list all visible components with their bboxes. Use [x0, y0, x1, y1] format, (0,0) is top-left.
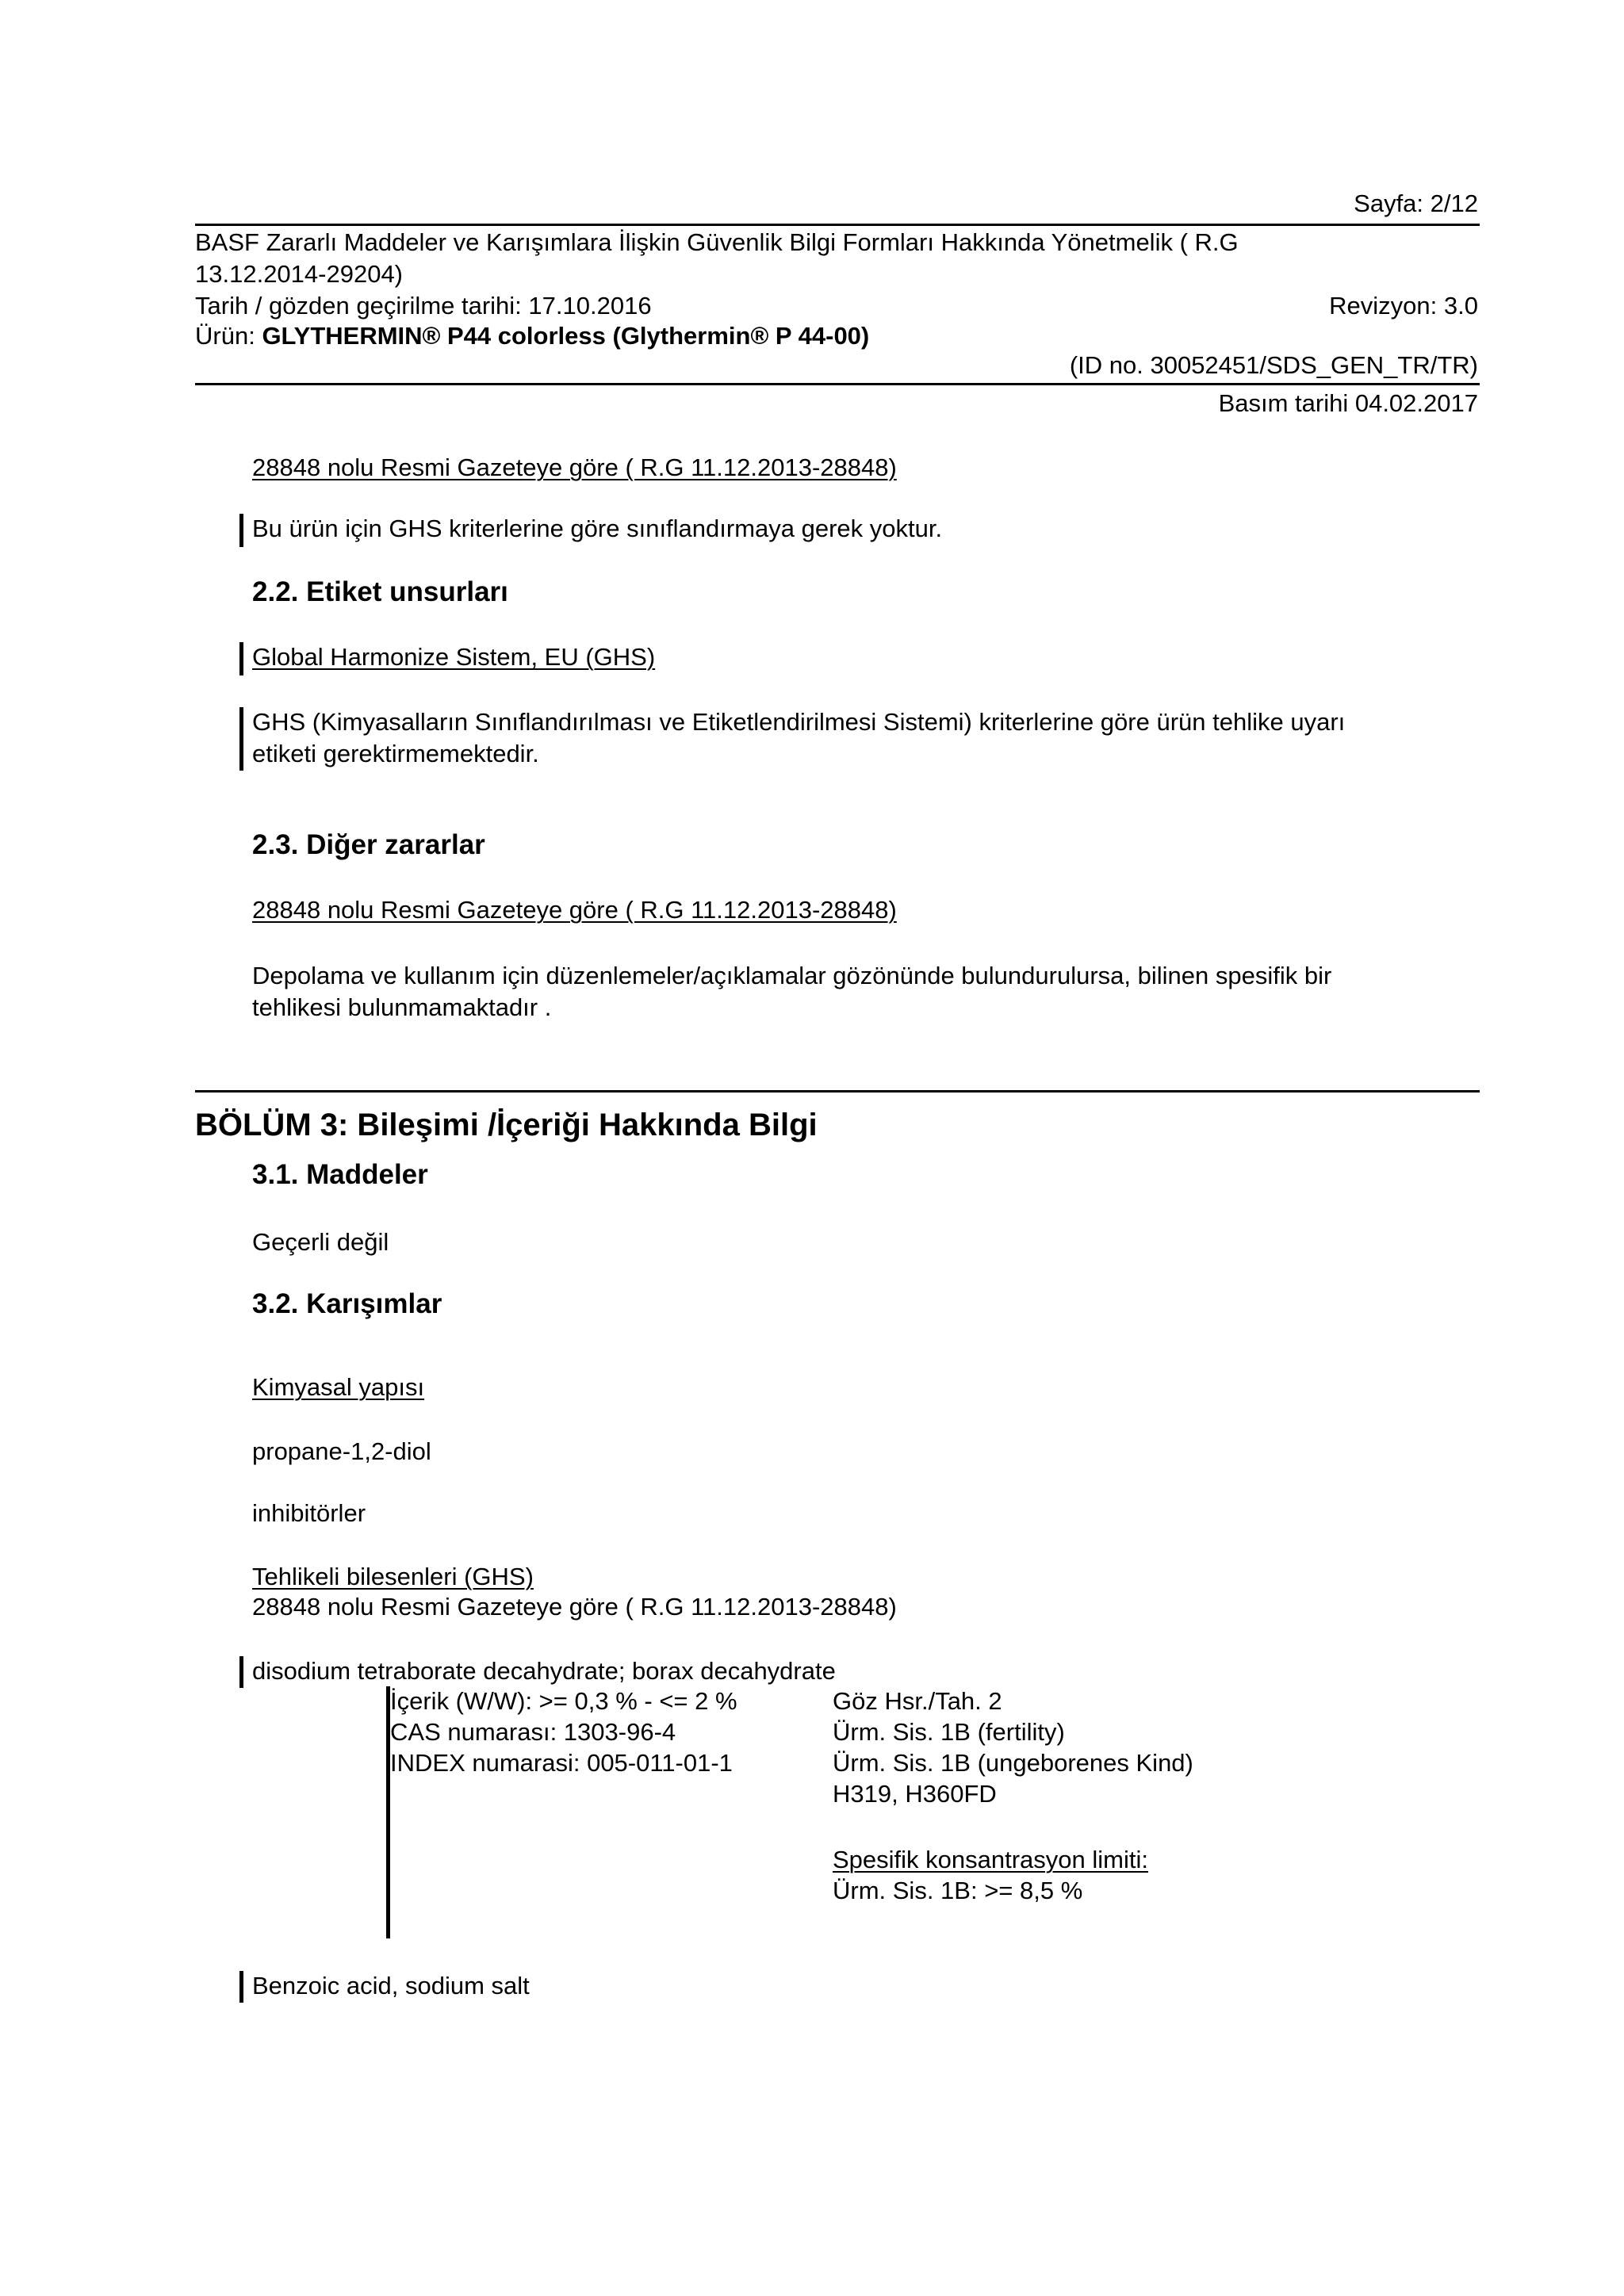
gazette-reference: 28848 nolu Resmi Gazeteye göre ( R.G 11.12.2013-28848)	[252, 896, 897, 924]
label-text-line-2: etiketi gerektirmemektedir.	[252, 740, 539, 767]
heading-2-3: 2.3. Diğer zararlar	[252, 829, 485, 860]
revision-bar	[239, 642, 243, 675]
heading-2-2: 2.2. Etiket unsurları	[252, 576, 508, 607]
other-hazards-line-2: tehlikesi bulunmamaktadır .	[252, 993, 552, 1021]
hazard-statements: H319, H360FD	[833, 1780, 997, 1808]
index-number: INDEX numarasi: 005-011-01-1	[390, 1749, 733, 1777]
component-1: propane-1,2-diol	[252, 1437, 431, 1465]
regulation-line-1: BASF Zararlı Maddeler ve Karışımlara İlişkin Güvenlik Bilgi Formları Hakkında Yönetmelik ( R.G	[195, 228, 1239, 256]
hazard-class-3: Ürm. Sis. 1B (ungeborenes Kind)	[833, 1749, 1193, 1777]
product-label: Ürün:	[195, 322, 255, 350]
ghs-classification-text: Bu ürün için GHS kriterlerine göre sınıflandırmaya gerek yoktur.	[252, 515, 943, 542]
gazette-reference: 28848 nolu Resmi Gazeteye göre ( R.G 11.12.2013-28848)	[252, 1593, 897, 1621]
other-hazards-line-1: Depolama ve kullanım için düzenlemeler/açıklamalar gözönünde bulundurulursa, bilinen spesifik bir	[252, 962, 1332, 989]
page-number: Sayfa: 2/12	[1354, 189, 1478, 217]
heading-3-1: 3.1. Maddeler	[252, 1159, 428, 1190]
product-line	[195, 321, 869, 351]
heading-3-2: 3.2. Karışımlar	[252, 1288, 442, 1319]
revision-bar	[239, 1971, 243, 2003]
substance-name: disodium tetraborate decahydrate; borax decahydrate	[252, 1657, 836, 1685]
header-bottom-rule	[195, 383, 1480, 385]
hazardous-components-label: Tehlikeli bilesenleri (GHS)	[252, 1563, 534, 1590]
section-3-title: BÖLÜM 3: Bileşimi /İçeriği Hakkında Bilgi	[195, 1108, 818, 1142]
ghs-system-label: Global Harmonize Sistem, EU (GHS)	[252, 643, 656, 671]
revision-date: Tarih / gözden geçirilme tarihi: 17.10.2016	[195, 292, 652, 320]
hazard-class-1: Göz Hsr./Tah. 2	[833, 1687, 1002, 1715]
substances-text: Geçerli değil	[252, 1228, 389, 1256]
product-name: GLYTHERMIN® P44 colorless (Glythermin® P 44-00)	[262, 322, 870, 350]
scl-value: Ürm. Sis. 1B: >= 8,5 %	[833, 1877, 1083, 1904]
chemical-structure-label: Kimyasal yapısı	[252, 1373, 425, 1401]
label-text-line-1: GHS (Kimyasalların Sınıflandırılması ve Etiketlendirilmesi Sistemi) kriterlerine göre ürün tehlike uyarı	[252, 708, 1346, 736]
component-2: inhibitörler	[252, 1499, 366, 1527]
scl-label: Spesifik konsantrasyon limiti:	[833, 1846, 1148, 1873]
revision-bar	[239, 514, 243, 547]
gazette-reference: 28848 nolu Resmi Gazeteye göre ( R.G 11.12.2013-28848)	[252, 453, 897, 481]
print-date: Basım tarihi 04.02.2017	[1218, 389, 1478, 417]
revision-number: Revizyon: 3.0	[1329, 292, 1478, 320]
revision-bar	[239, 707, 243, 771]
header-top-rule	[195, 224, 1480, 226]
cas-number: CAS numarası: 1303-96-4	[390, 1718, 676, 1746]
regulation-line-2: 13.12.2014-29204)	[195, 260, 404, 288]
section-rule	[195, 1090, 1480, 1093]
substance-2-name: Benzoic acid, sodium salt	[252, 1972, 530, 1999]
content-ratio: İçerik (W/W): >= 0,3 % - <= 2 %	[390, 1687, 737, 1715]
hazard-class-2: Ürm. Sis. 1B (fertility)	[833, 1718, 1065, 1746]
revision-bar	[239, 1656, 243, 1688]
id-number: (ID no. 30052451/SDS_GEN_TR/TR)	[1069, 351, 1478, 379]
